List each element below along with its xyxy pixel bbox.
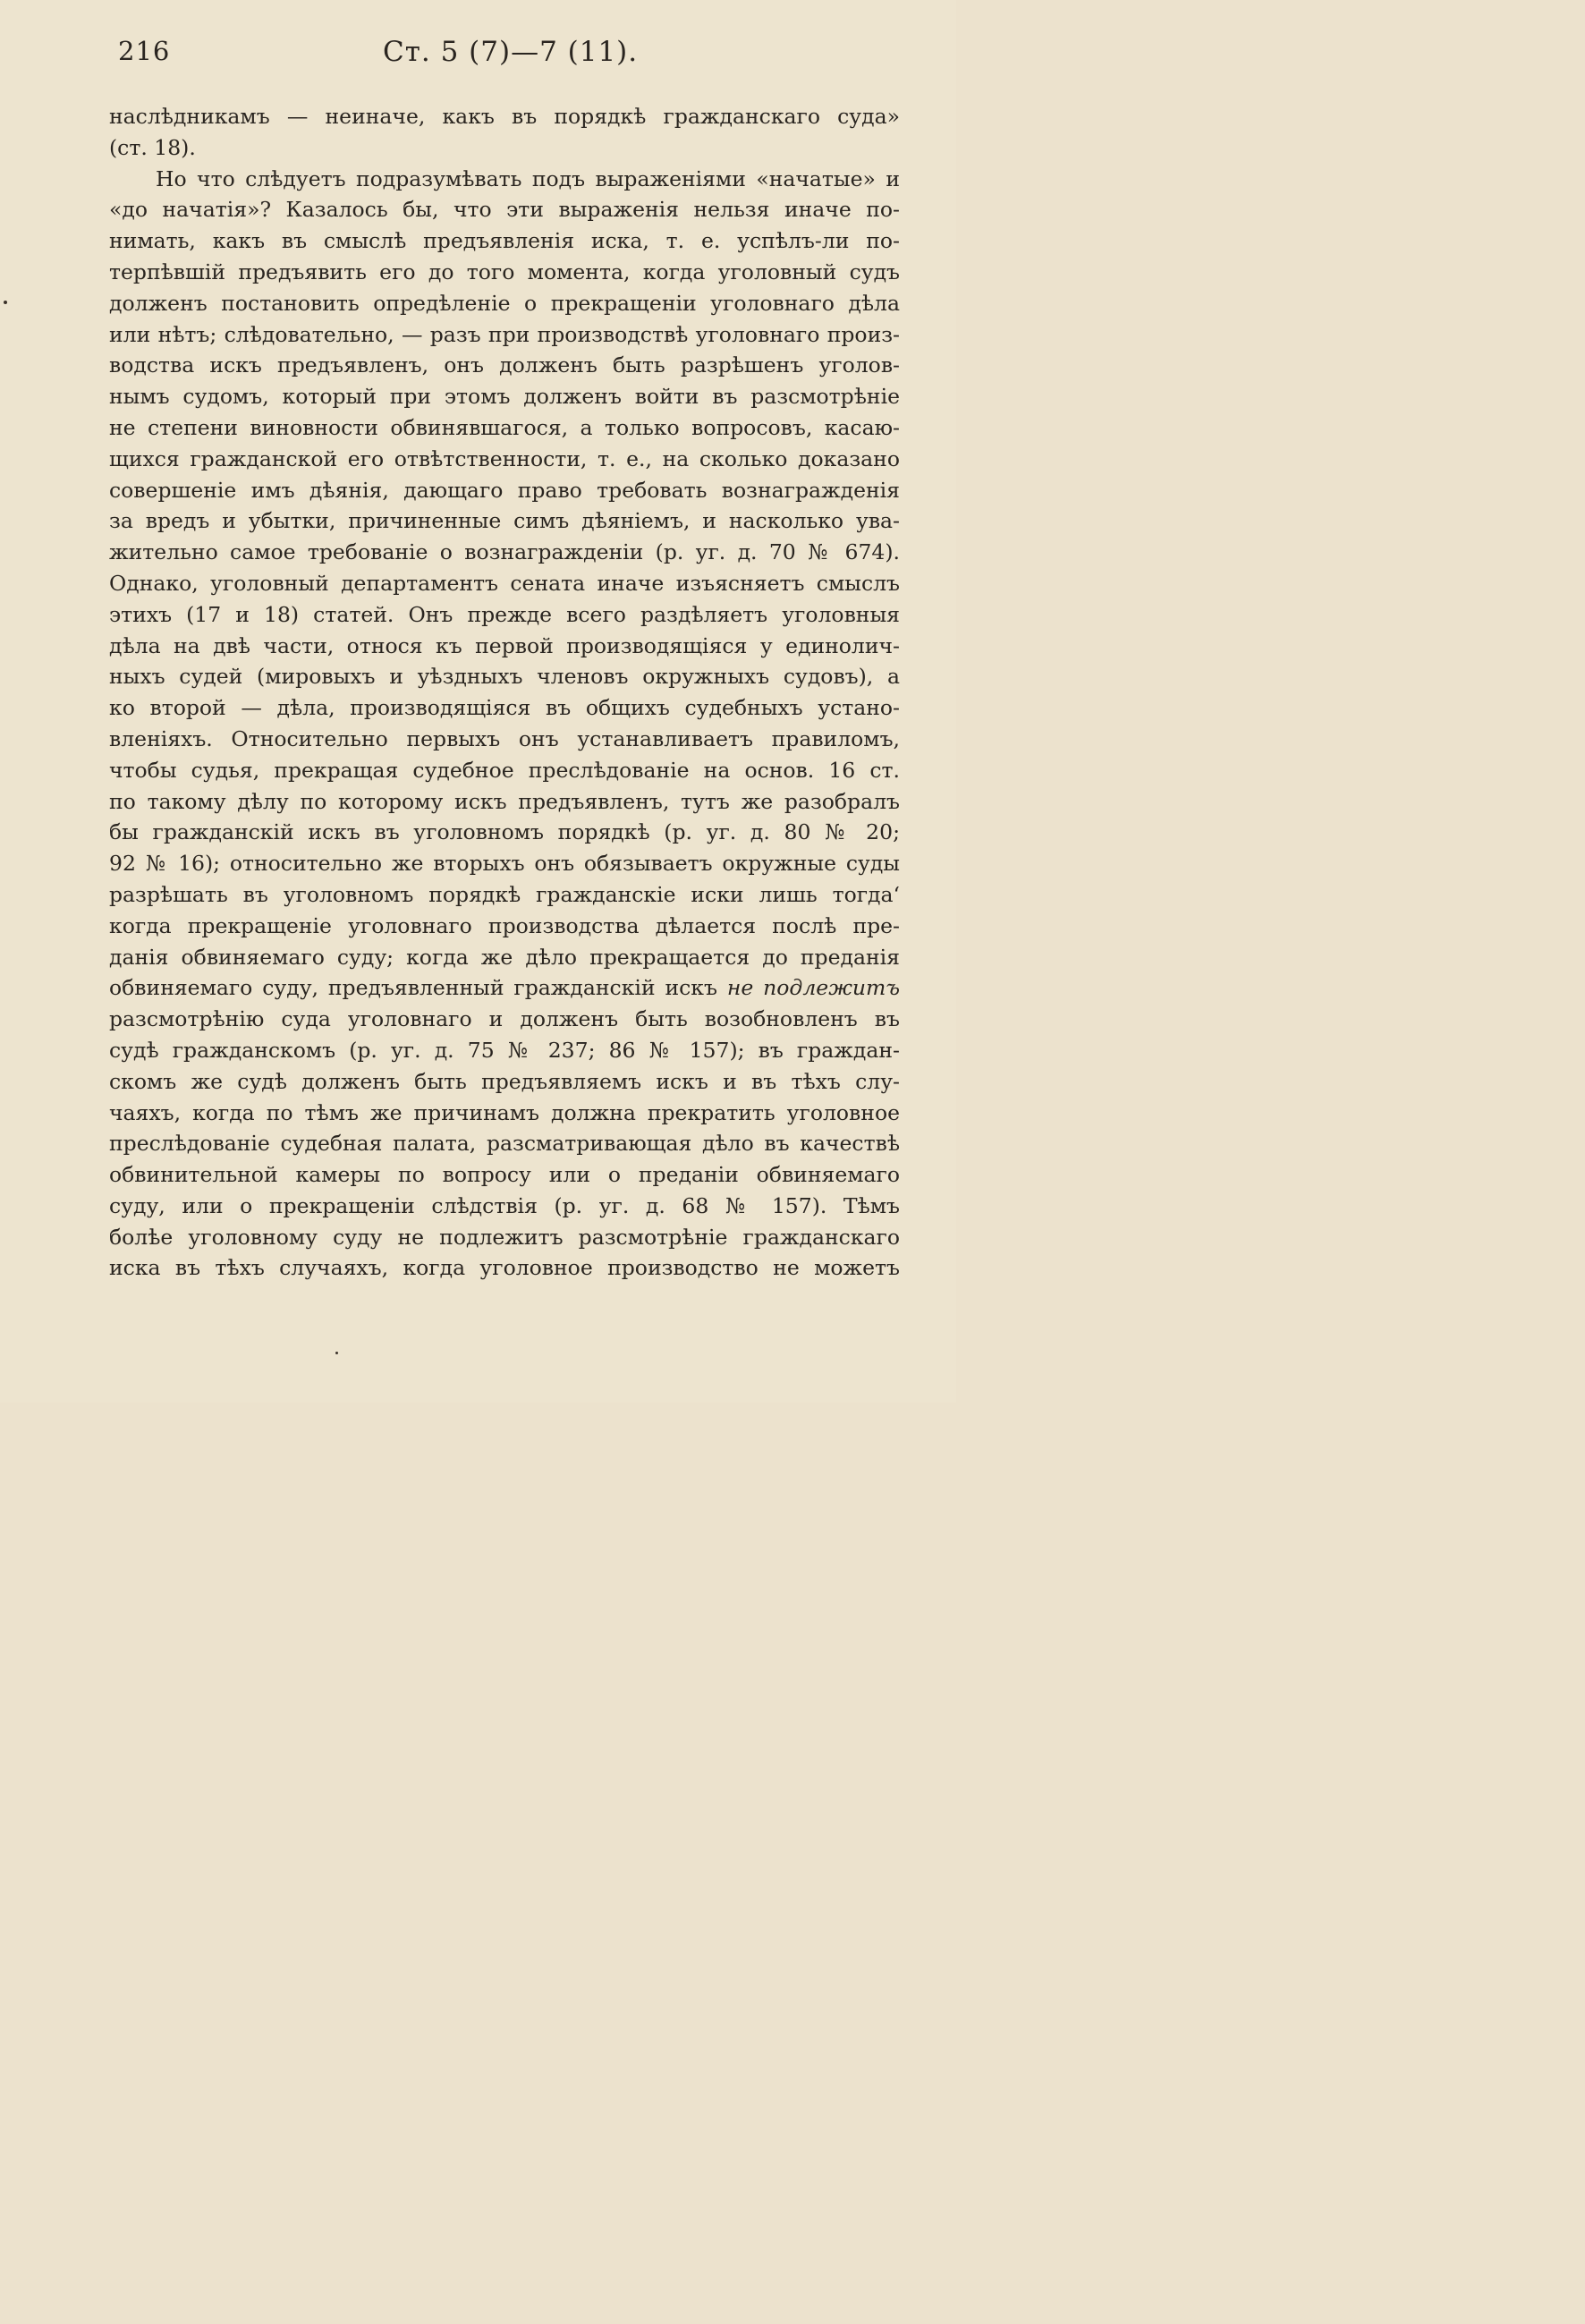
text-line: ныхъ судей (мировыхъ и уѣздныхъ членовъ окружныхъ судовъ), а: [109, 664, 900, 690]
text-line: долженъ постановить опредѣленіе о прекращеніи уголовнаго дѣла: [109, 290, 900, 316]
book-page: [0, 0, 956, 1403]
text-line: щихся гражданской его отвѣтственности, т. е., на сколько доказано: [109, 445, 900, 471]
text-line: чаяхъ, когда по тѣмъ же причинамъ должна прекратить уголовное: [109, 1099, 900, 1125]
body-text: [109, 101, 900, 1284]
print-speck: [335, 1352, 338, 1354]
text-line: вленіяхъ. Относительно первыхъ онъ устанавливаетъ правиломъ,: [109, 725, 900, 751]
text-line: «до начатія»? Казалось бы, что эти выраженія нельзя иначе по-: [109, 197, 900, 223]
text-line: [109, 972, 900, 1004]
text-line: этихъ (17 и 18) статей. Онъ прежде всего раздѣляетъ уголовныя: [109, 601, 900, 627]
text-line: Однако, уголовный департаментъ сената иначе изъясняетъ смыслъ: [109, 570, 900, 596]
text-line: Но что слѣдуетъ подразумѣвать подъ выраженіями «начатые» и: [156, 165, 900, 191]
text-line: преслѣдованіе судебная палата, разсматривающая дѣло въ качествѣ: [109, 1131, 900, 1157]
text-line: разрѣшать въ уголовномъ порядкѣ гражданскіе иски лишь тогда‘: [109, 881, 900, 907]
text-line: терпѣвшій предъявить его до того момента, когда уголовный судъ: [109, 259, 900, 284]
text-line: данія обвиняемаго суду; когда же дѣло прекращается до преданія: [109, 944, 900, 970]
text-line: иска въ тѣхъ случаяхъ, когда уголовное производство не можетъ: [109, 1255, 900, 1281]
text-line: (ст. 18).: [109, 134, 196, 160]
text-line: скомъ же судѣ долженъ быть предъявляемъ искъ и въ тѣхъ слу-: [109, 1068, 900, 1094]
emphasized-text: не подлежитъ: [726, 975, 900, 1001]
text-line: за вредъ и убытки, причиненные симъ дѣяніемъ, и насколько ува-: [109, 508, 900, 534]
text-line: нимать, какъ въ смыслѣ предъявленія иска, т. е. успѣлъ-ли по-: [109, 228, 900, 254]
text-line: совершеніе имъ дѣянія, дающаго право требовать вознагражденія: [109, 477, 900, 503]
text-line: по такому дѣлу по которому искъ предъявленъ, тутъ же разобралъ: [109, 788, 900, 814]
text-line: болѣе уголовному суду не подлежитъ разсмотрѣніе гражданскаго: [109, 1224, 900, 1250]
text-line: разсмотрѣнію суда уголовнаго и долженъ быть возобновленъ въ: [109, 1006, 900, 1032]
text-line: суду, или о прекращеніи слѣдствія (р. уг. д. 68 № 157). Тѣмъ: [109, 1192, 900, 1218]
text-line: дѣла на двѣ части, относя къ первой производящіяся у единолич-: [109, 632, 900, 658]
text-line: чтобы судья, прекращая судебное преслѣдованіе на основ. 16 ст.: [109, 757, 900, 783]
text-line-segment: обвиняемаго суду, предъявленный гражданскій искъ: [109, 975, 727, 1001]
text-line: водства искъ предъявленъ, онъ долженъ быть разрѣшенъ уголов-: [109, 352, 900, 378]
running-title: Ст. 5 (7)—7 (11).: [383, 36, 639, 68]
text-line: не степени виновности обвинявшагося, а только вопросовъ, касаю-: [109, 414, 900, 440]
page-number: 216: [118, 36, 171, 66]
text-line: 92 № 16); относительно же вторыхъ онъ обязываетъ окружные суды: [109, 851, 900, 877]
page-header: [114, 36, 902, 75]
text-line: наслѣдникамъ — неиначе, какъ въ порядкѣ гражданскаго суда»: [109, 104, 900, 129]
text-line: обвинительной камеры по вопросу или о преданіи обвиняемаго: [109, 1162, 900, 1188]
text-line: ко второй — дѣла, производящіяся въ общихъ судебныхъ устано-: [109, 695, 900, 721]
text-line: жительно самое требованіе о вознагражденіи (р. уг. д. 70 № 674).: [109, 539, 900, 565]
text-line: бы гражданскій искъ въ уголовномъ порядкѣ (р. уг. д. 80 № 20;: [109, 819, 900, 845]
text-line: нымъ судомъ, который при этомъ долженъ войти въ разсмотрѣніе: [109, 384, 900, 410]
text-line: когда прекращеніе уголовнаго производства дѣлается послѣ пре-: [109, 912, 900, 938]
print-speck: [4, 301, 7, 304]
text-line: или нѣтъ; слѣдовательно, — разъ при производствѣ уголовнаго произ-: [109, 321, 900, 347]
text-line: судѣ гражданскомъ (р. уг. д. 75 № 237; 86 № 157); въ граждан-: [109, 1037, 900, 1063]
